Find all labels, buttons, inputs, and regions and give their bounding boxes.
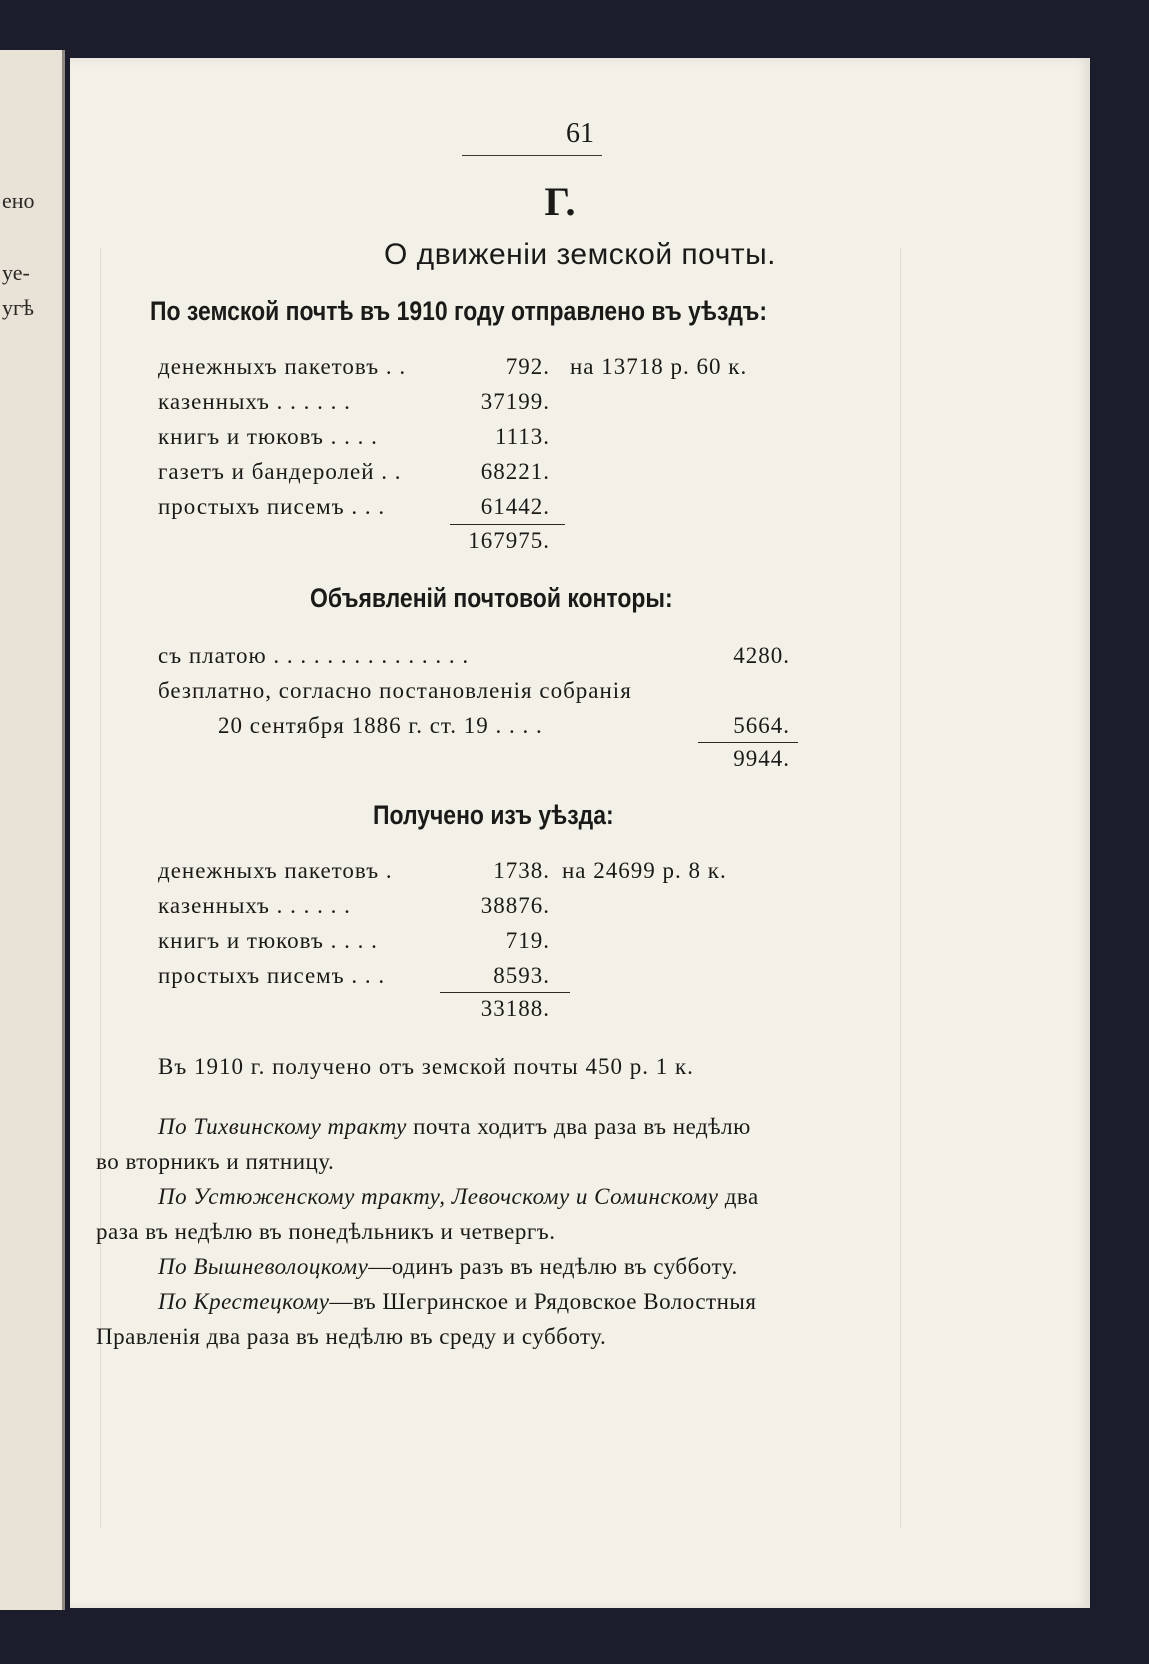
schedule-text-part: —одинъ разъ въ недѣлю въ субботу. (368, 1254, 738, 1279)
received-heading: Получено изъ уѣзда: (373, 800, 614, 830)
received-row-extra: на 24699 р. 8 к. (562, 858, 727, 883)
sent-sum-rule (450, 524, 565, 525)
ads-paid-value: 4280. (733, 643, 790, 668)
sent-row-value: 792. (505, 354, 550, 379)
schedule-line-1 (158, 1114, 751, 1140)
schedule-text-part: два (718, 1184, 759, 1209)
schedule-line-6 (158, 1289, 756, 1315)
sent-row-extra: на 13718 р. 60 к. (570, 354, 748, 379)
schedule-line-5 (158, 1254, 738, 1280)
ads-free-label: безплатно, согласно постановленія собранія (158, 678, 632, 703)
sent-row-value: 68221. (480, 459, 550, 484)
sent-row-value: 37199. (480, 389, 550, 414)
sent-heading: По земской почтѣ въ 1910 году отправлено въ уѣздъ: (150, 296, 768, 326)
ads-heading: Объявленій почтовой конторы: (310, 583, 673, 613)
sent-row-label: казенныхъ . . . . . . (158, 389, 351, 414)
section-letter: Г. (544, 179, 576, 224)
received-row-label: простыхъ писемъ . . . (158, 963, 386, 988)
left-fragment-1: ено (2, 188, 35, 213)
schedule-line-2: во вторникъ и пятницу. (96, 1149, 335, 1174)
left-facing-page (0, 50, 65, 1610)
sent-row-label: простыхъ писемъ . . . (158, 494, 386, 519)
received-row-value: 719. (505, 928, 550, 953)
sent-row-value: 1113. (494, 424, 550, 449)
route-name: По Устюженскому тракту, Левочскому и Соминскому (158, 1184, 719, 1209)
ads-free-value: 5664. (733, 713, 790, 738)
received-row-label: казенныхъ . . . . . . (158, 893, 351, 918)
left-fragment-2: уе- (2, 260, 30, 285)
schedule-line-3 (158, 1184, 759, 1210)
left-fragment-3: угѣ (2, 295, 34, 320)
page-number-rule (462, 155, 602, 156)
received-row-value: 1738. (493, 858, 550, 883)
sent-row-label: денежныхъ пакетовъ . . (158, 354, 407, 379)
page-number: 61 (566, 118, 594, 149)
schedule-line-7: Правленія два раза въ недѣлю въ среду и субботу. (96, 1324, 607, 1349)
ads-total: 9944. (733, 746, 790, 771)
schedule-text-part: почта ходитъ два раза въ недѣлю (406, 1114, 751, 1139)
route-name: По Крестецкому (158, 1289, 330, 1314)
ads-free-label-cont: 20 сентября 1886 г. ст. 19 . . . . (218, 713, 543, 738)
sent-row-label: газетъ и бандеролей . . (158, 459, 402, 484)
received-sum-rule (440, 992, 570, 993)
sent-row-value: 61442. (480, 494, 550, 519)
ads-sum-rule (698, 742, 798, 743)
section-title: О движеніи земской почты. (384, 238, 776, 271)
bleed-through-rule (900, 248, 901, 1528)
route-name: По Вышневолоцкому (158, 1254, 369, 1279)
received-row-label: книгъ и тюковъ . . . . (158, 928, 378, 953)
received-total: 33188. (480, 996, 550, 1021)
schedule-line-4: раза въ недѣлю въ понедѣльникъ и четвергъ. (96, 1219, 556, 1244)
sent-row-label: книгъ и тюковъ . . . . (158, 424, 378, 449)
sent-total: 167975. (468, 528, 550, 553)
received-row-value: 38876. (480, 893, 550, 918)
book-page (70, 58, 1090, 1608)
schedule-text-part: —въ Шегринское и Рядовское Волостныя (329, 1289, 757, 1314)
ads-paid-label: съ платою . . . . . . . . . . . . . . . (158, 643, 470, 668)
received-row-label: денежныхъ пакетовъ . (158, 858, 393, 883)
route-name: По Тихвинскому тракту (158, 1114, 407, 1139)
received-row-value: 8593. (493, 963, 550, 988)
income-line: Въ 1910 г. получено отъ земской почты 450 р. 1 к. (158, 1054, 694, 1079)
